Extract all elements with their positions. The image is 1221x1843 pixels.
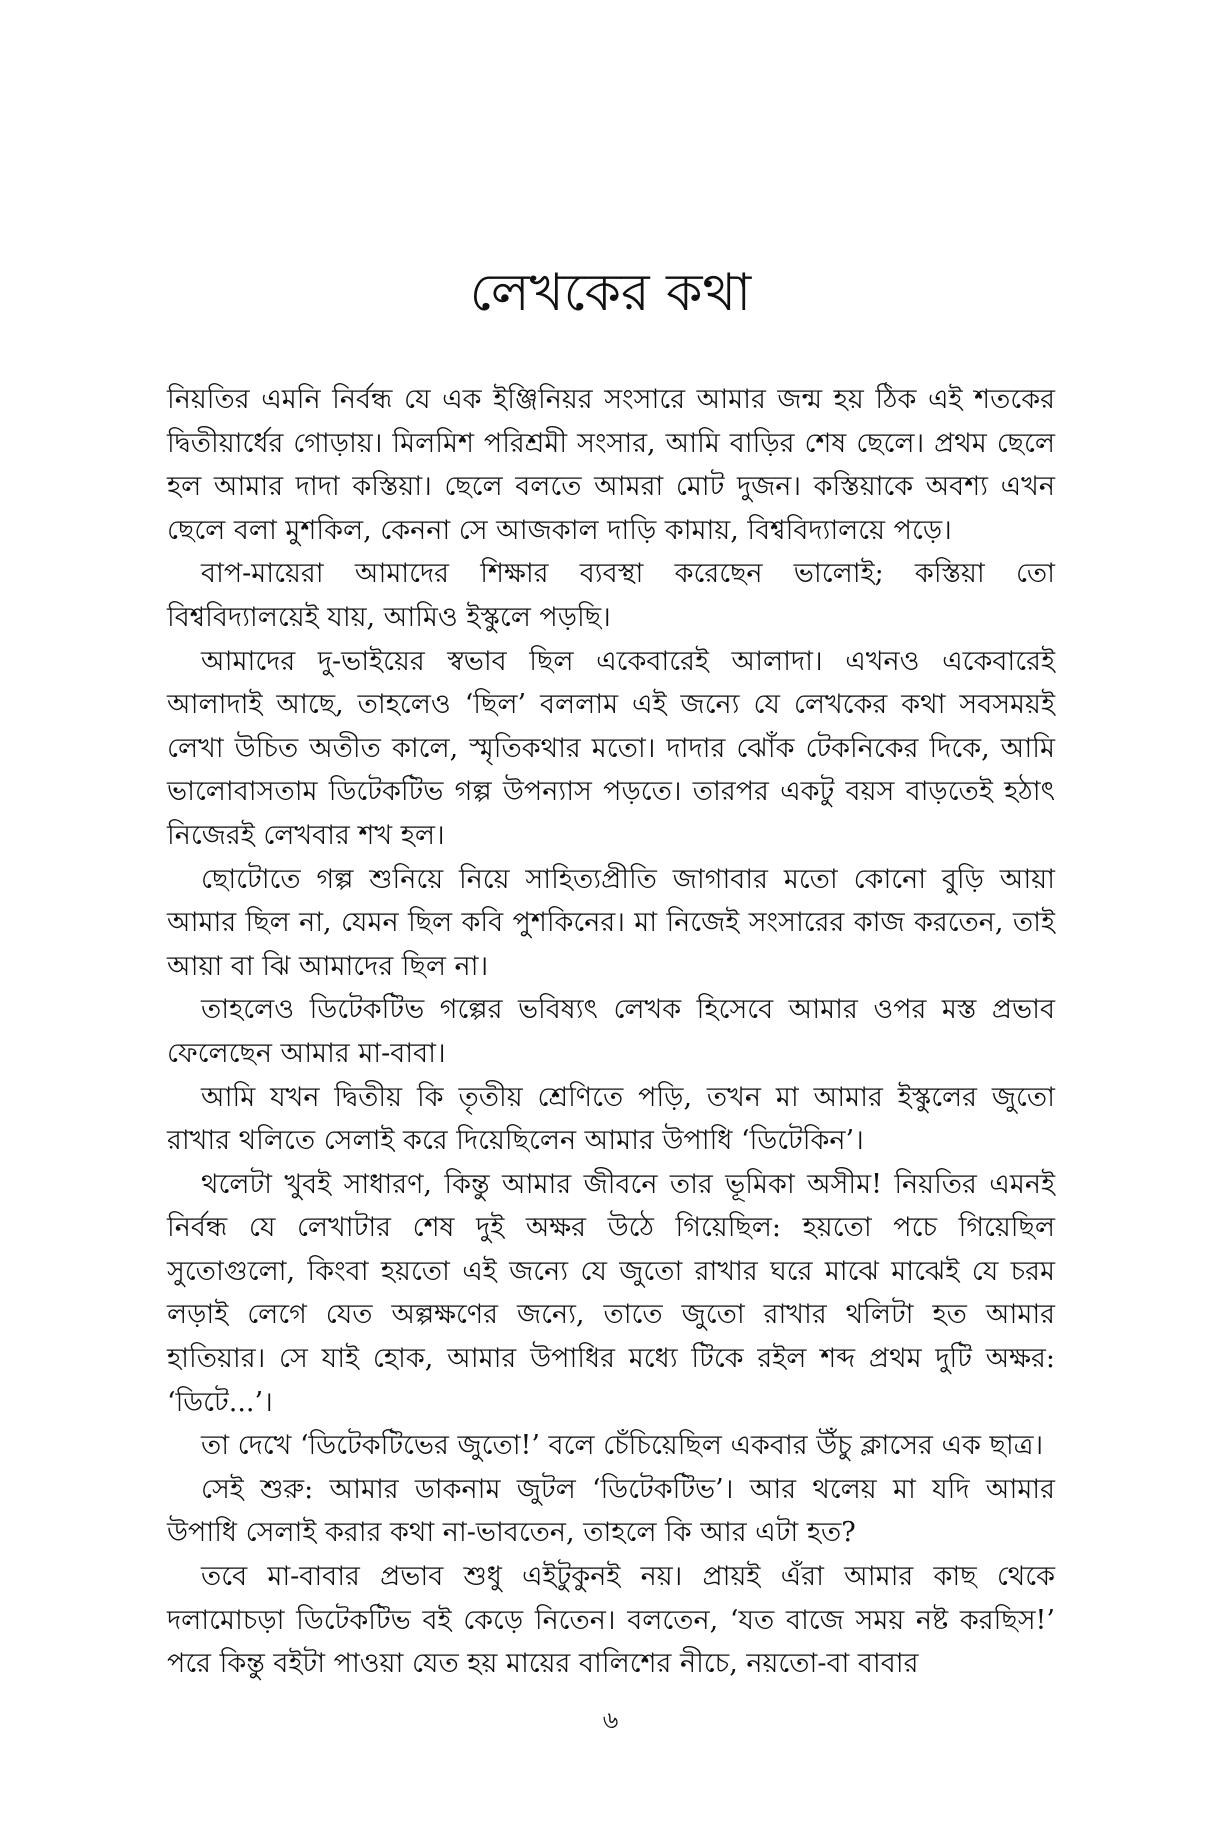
page-title: লেখকের কথা: [469, 263, 752, 323]
paragraph-4: ছোটোতে গল্প শুনিয়ে নিয়ে সাহিত্যপ্রীতি জাগাবার মতো কোনো বুড়ি আয়া আমার ছিল না, যেমন ছিল কবি পুশকিনের। মা নিজেই সংসারের কাজ করতেন, তাই আয়া বা ঝি আমাদের ছিল না।: [167, 863, 1055, 982]
paragraph-5: তাহলেও ডিটেকটিভ গল্পের ভবিষ্যৎ লেখক হিসেবে আমার ওপর মস্ত প্রভাব ফেলেছেন আমার মা-বাবা।: [167, 994, 1055, 1069]
paragraph-7: থলেটা খুবই সাধারণ, কিন্তু আমার জীবনে তার ভূমিকা অসীম! নিয়তির এমনই নির্বন্ধ যে লেখাটার শেষ দুই অক্ষর উঠে গিয়েছিল: হয়তো পচে গিয়েছিল সুতোগুলো, কিংবা হয়তো এই জন্যে যে জুতো রাখার ঘরে মাঝে মাঝেই যে চরম লড়াই লেগে যেত অল্পক্ষণের জন্যে, তাতে জুতো রাখার থলিটা হত আমার হাতিয়ার। সে যাই হোক, আমার উপাধির মধ্যে টিকে রইল শব্দ প্রথম দুটি অক্ষর: ‘ডিটে...’।: [167, 1168, 1055, 1418]
body-text: [167, 378, 1055, 1686]
paragraph-8: তা দেখে ‘ডিটেকটিভের জুতো!’ বলে চেঁচিয়েছিল একবার উঁচু ক্লাসের এক ছাত্র।: [201, 1430, 1044, 1462]
paragraph-10: তবে মা-বাবার প্রভাব শুধু এইটুকুনই নয়। প্রায়ই এঁরা আমার কাছ থেকে দলামোচড়া ডিটেকটিভ বই কেড়ে নিতেন। বলতেন, ‘যত বাজে সময় নষ্ট করছিস!’ পরে কিন্তু বইটা পাওয়া যেত হয় মায়ের বালিশের নীচে, নয়তো-বা বাবার: [167, 1561, 1055, 1680]
paragraph-9: সেই শুরু: আমার ডাকনাম জুটল ‘ডিটেকটিভ’। আর থলেয় মা যদি আমার উপাধি সেলাই করার কথা না-ভাবতেন, তাহলে কি আর এটা হত?: [167, 1473, 1055, 1549]
paragraph-3: আমাদের দু-ভাইয়ের স্বভাব ছিল একেবারেই আলাদা। এখনও একেবারেই আলাদাই আছে, তাহলেও ‘ছিল’ বললাম এই জন্যে যে লেখকের কথা সবসময়ই লেখা উচিত অতীত কালে, স্মৃতিকথার মতো। দাদার ঝোঁক টেকনিকের দিকে, আমি ভালোবাসতাম ডিটেকটিভ গল্প উপন্যাস পড়তে। তারপর একটু বয়স বাড়তেই হঠাৎ নিজেরই লেখবার শখ হল।: [167, 645, 1055, 851]
paragraph-2: বাপ-মায়েরা আমাদের শিক্ষার ব্যবস্থা করেছেন ভালোই; কস্তিয়া তো বিশ্ববিদ্যালয়েই যায়, আমিও ইস্কুলে পড়ছি।: [167, 558, 1055, 633]
paragraph-1: নিয়তির এমনি নির্বন্ধ যে এক ইঞ্জিনিয়র সংসারে আমার জন্ম হয় ঠিক এই শতকের দ্বিতীয়ার্ধের গোড়ায়। মিলমিশ পরিশ্রমী সংসার, আমি বাড়ির শেষ ছেলে। প্রথম ছেলে হল আমার দাদা কস্তিয়া। ছেলে বলতে আমরা মোট দুজন। কস্তিয়াকে অবশ্য এখন ছেলে বলা মুশকিল, কেননা সে আজকাল দাড়ি কামায়, বিশ্ববিদ্যালয়ে পড়ে।: [167, 384, 1055, 546]
paragraph-6: আমি যখন দ্বিতীয় কি তৃতীয় শ্রেণিতে পড়ি, তখন মা আমার ইস্কুলের জুতো রাখার থলিতে সেলাই করে দিয়েছিলেন আমার উপাধি ‘ডিটেকিন’।: [167, 1081, 1055, 1157]
page-number: ৬: [602, 1706, 619, 1734]
